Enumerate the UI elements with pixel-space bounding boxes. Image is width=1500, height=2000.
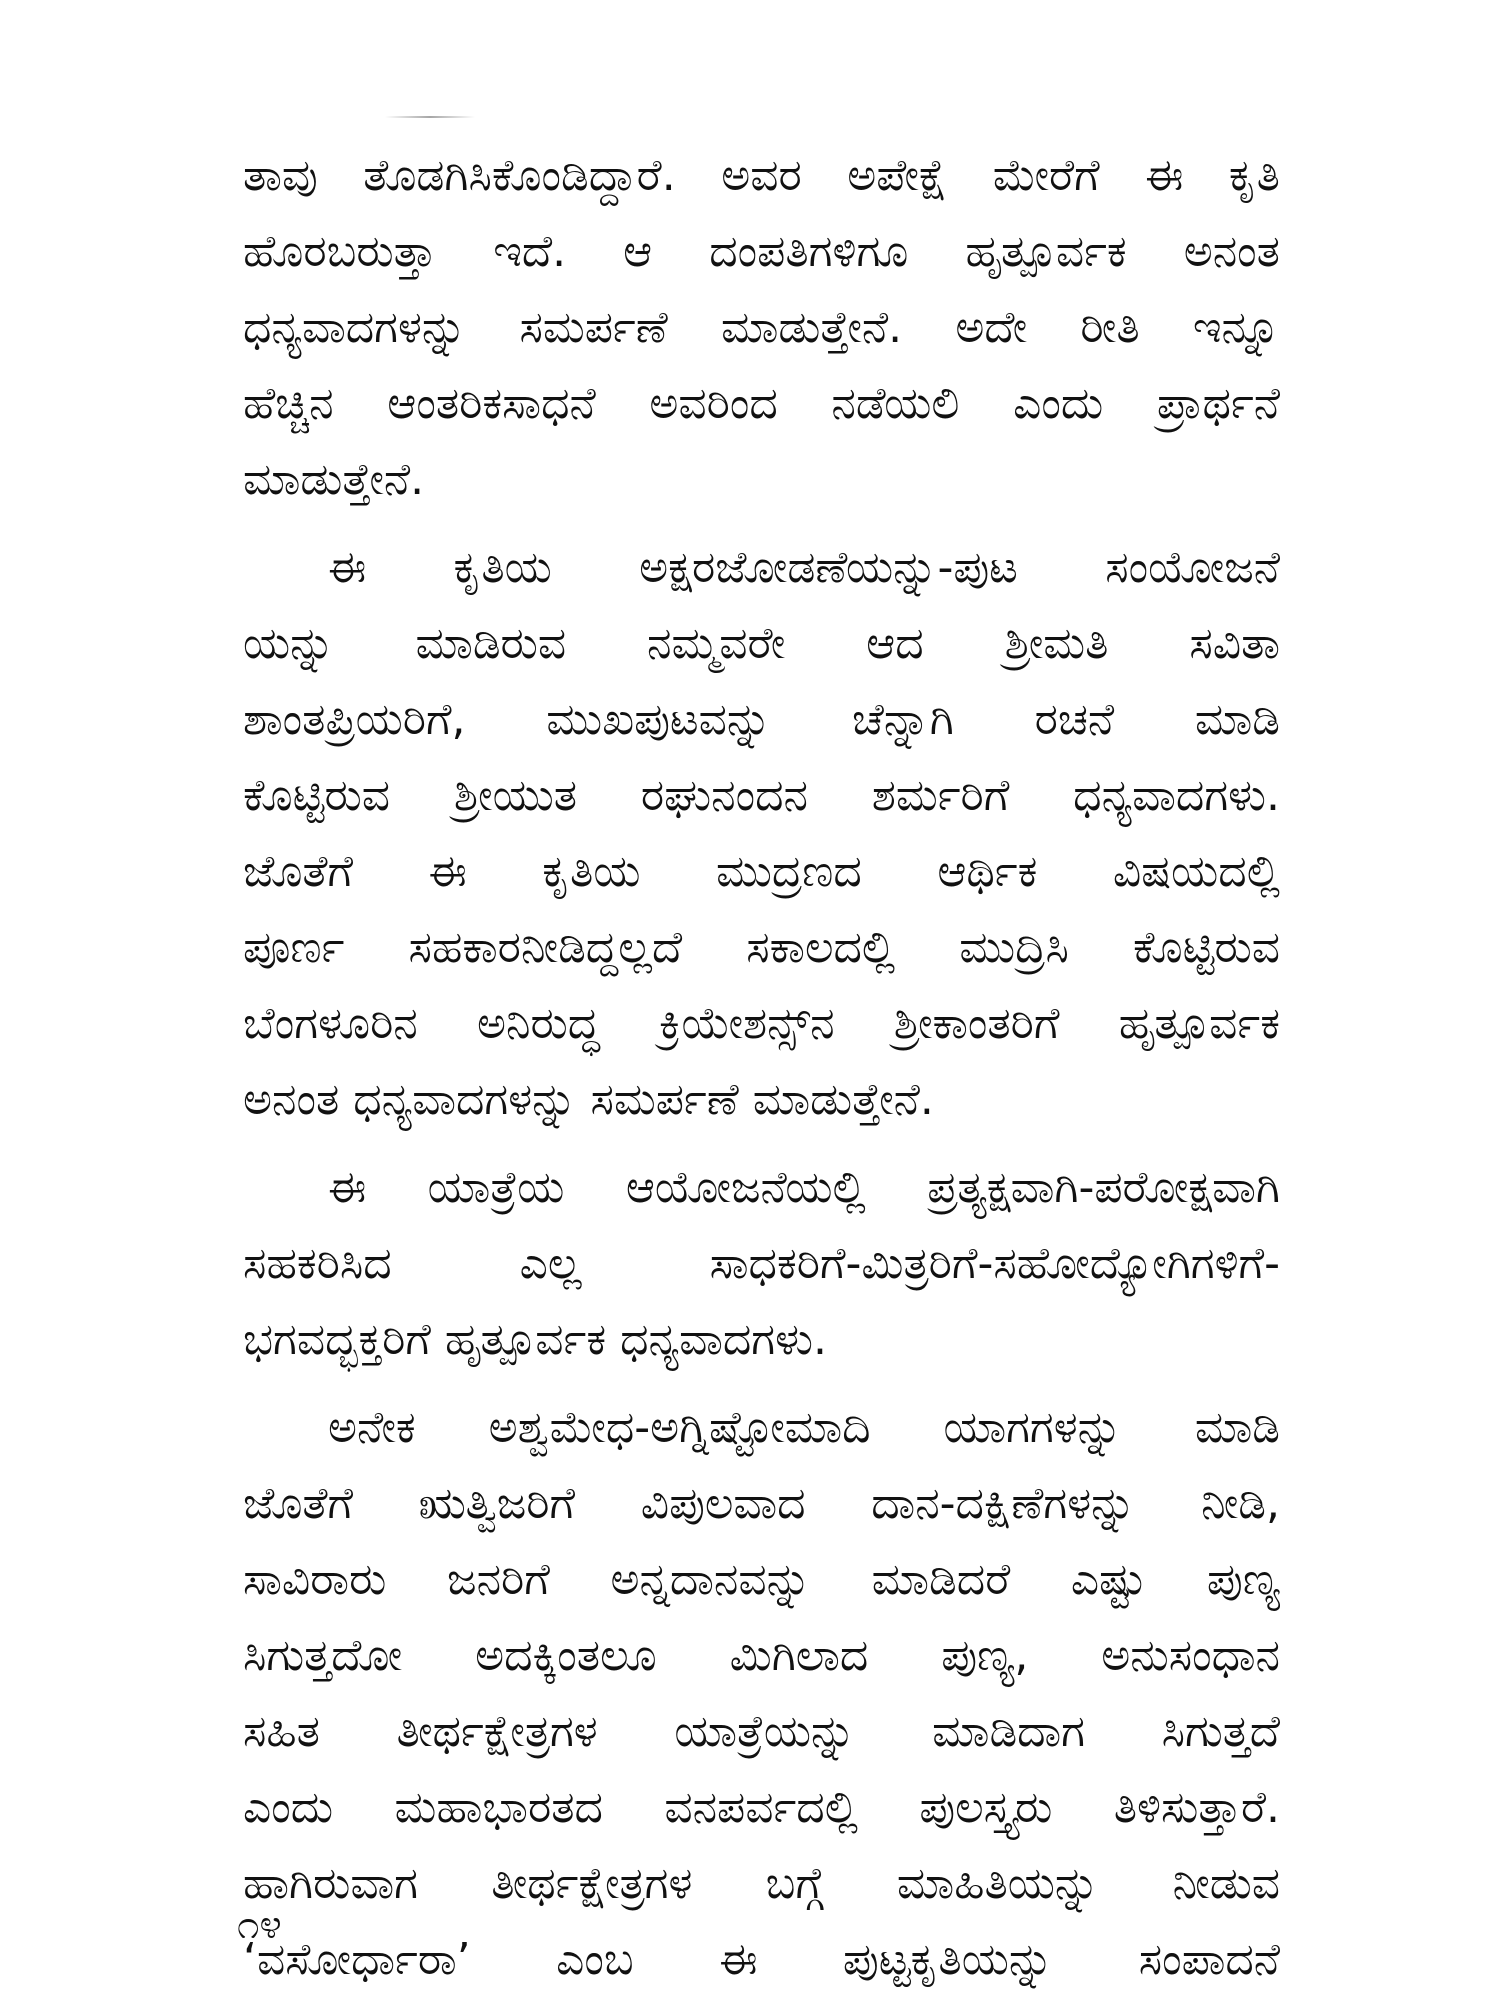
text-line: ಭಗವದ್ಭಕ್ತರಿಗೆ ಹೃತ್ಪೂರ್ವಕ ಧನ್ಯವಾದಗಳು. [243,1314,827,1365]
text-line: ಹೊರಬರುತ್ತಾ ಇದೆ. ಆ ದಂಪತಿಗಳಿಗೂ ಹೃತ್ಪೂರ್ವಕ ಅನಂತ [243,226,1280,277]
text-line: ಈ ಕೃತಿಯ ಅಕ್ಷರಜೋಡಣೆಯನ್ನು-ಪುಟ ಸಂಯೋಜನೆ [328,542,1280,593]
text-line: ಜೊತೆಗೆ ಈ ಕೃತಿಯ ಮುದ್ರಣದ ಆರ್ಥಿಕ ವಿಷಯದಲ್ಲಿ [243,846,1280,897]
text-line: ಅನಂತ ಧನ್ಯವಾದಗಳನ್ನು ಸಮರ್ಪಣೆ ಮಾಡುತ್ತೇನೆ. [243,1074,934,1125]
text-line: ಸಿಗುತ್ತದೋ ಅದಕ್ಕಿಂತಲೂ ಮಿಗಿಲಾದ ಪುಣ್ಯ, ಅನುಸಂಧಾನ [243,1630,1280,1681]
text-line: ಯನ್ನು ಮಾಡಿರುವ ನಮ್ಮವರೇ ಆದ ಶ್ರೀಮತಿ ಸವಿತಾ [243,618,1280,669]
paragraph-4 [243,1390,1280,1998]
text-line: ಜೊತೆಗೆ ಋತ್ವಿಜರಿಗೆ ವಿಪುಲವಾದ ದಾನ-ದಕ್ಷಿಣೆಗಳನ್ನು ನೀಡಿ, [243,1478,1280,1529]
text-line: ಪೂರ್ಣ ಸಹಕಾರನೀಡಿದ್ದಲ್ಲದೆ ಸಕಾಲದಲ್ಲಿ ಮುದ್ರಿಸಿ ಕೊಟ್ಟಿರುವ [243,922,1280,973]
text-line: ಎಂದು ಮಹಾಭಾರತದ ವನಪರ್ವದಲ್ಲಿ ಪುಲಸ್ತ್ಯರು ತಿಳಿಸುತ್ತಾರೆ. [243,1782,1280,1833]
text-line: ಮಾಡುತ್ತೇನೆ. [243,454,425,505]
text-line: ಅನೇಕ ಅಶ್ವಮೇಧ-ಅಗ್ನಿಷ್ಟೋಮಾದಿ ಯಾಗಗಳನ್ನು ಮಾಡಿ [328,1402,1280,1453]
text-line: ‘ವಸೋರ್ಧಾರಾ’ ಎಂಬ ಈ ಪುಟ್ಟಕೃತಿಯನ್ನು ಸಂಪಾದನೆ [243,1934,1280,1985]
text-line: ಸಾವಿರಾರು ಜನರಿಗೆ ಅನ್ನದಾನವನ್ನು ಮಾಡಿದರೆ ಎಷ್ಟು ಪುಣ್ಯ [243,1554,1280,1605]
page-number: ೧೪ [237,1902,282,1948]
text-line: ಸಹಿತ ತೀರ್ಥಕ್ಷೇತ್ರಗಳ ಯಾತ್ರೆಯನ್ನು ಮಾಡಿದಾಗ ಸಿಗುತ್ತದೆ [243,1706,1280,1757]
text-line: ತಾವು ತೊಡಗಿಸಿಕೊಂಡಿದ್ದಾರೆ. ಅವರ ಅಪೇಕ್ಷೆ ಮೇರೆಗೆ ಈ ಕೃತಿ [243,150,1280,201]
text-line: ಈ ಯಾತ್ರೆಯ ಆಯೋಜನೆಯಲ್ಲಿ ಪ್ರತ್ಯಕ್ಷವಾಗಿ-ಪರೋಕ್ಷವಾಗಿ [328,1162,1280,1213]
text-line: ಕೊಟ್ಟಿರುವ ಶ್ರೀಯುತ ರಘುನಂದನ ಶರ್ಮರಿಗೆ ಧನ್ಯವಾದಗಳು. [243,770,1280,821]
text-line: ಹೆಚ್ಚಿನ ಆಂತರಿಕಸಾಧನೆ ಅವರಿಂದ ನಡೆಯಲಿ ಎಂದು ಪ್ರಾರ್ಥನೆ [243,378,1280,429]
text-line: ಧನ್ಯವಾದಗಳನ್ನು ಸಮರ್ಪಣೆ ಮಾಡುತ್ತೇನೆ. ಅದೇ ರೀತಿ ಇನ್ನೂ [243,302,1280,353]
text-line: ಸಹಕರಿಸಿದ ಎಲ್ಲ ಸಾಧಕರಿಗೆ-ಮಿತ್ರರಿಗೆ-ಸಹೋದ್ಯೋಗಿಗಳಿಗೆ- [243,1238,1280,1289]
paragraph-3 [243,1150,1280,1378]
text-line: ಬೆಂಗಳೂರಿನ ಅನಿರುದ್ಧ ಕ್ರಿಯೇಶನ್ಸ್‌ನ ಶ್ರೀಕಾಂತರಿಗೆ ಹೃತ್ಪೂರ್ವಕ [243,998,1280,1049]
paragraph-1 [243,138,1280,518]
paragraph-2 [243,530,1280,1138]
body-text [243,138,1280,1998]
scan-artifact [385,116,475,118]
text-line: ಹಾಗಿರುವಾಗ ತೀರ್ಥಕ್ಷೇತ್ರಗಳ ಬಗ್ಗೆ ಮಾಹಿತಿಯನ್ನು ನೀಡುವ [243,1858,1280,1909]
text-line: ಶಾಂತಪ್ರಿಯರಿಗೆ, ಮುಖಪುಟವನ್ನು ಚೆನ್ನಾಗಿ ರಚನೆ ಮಾಡಿ [243,694,1280,745]
